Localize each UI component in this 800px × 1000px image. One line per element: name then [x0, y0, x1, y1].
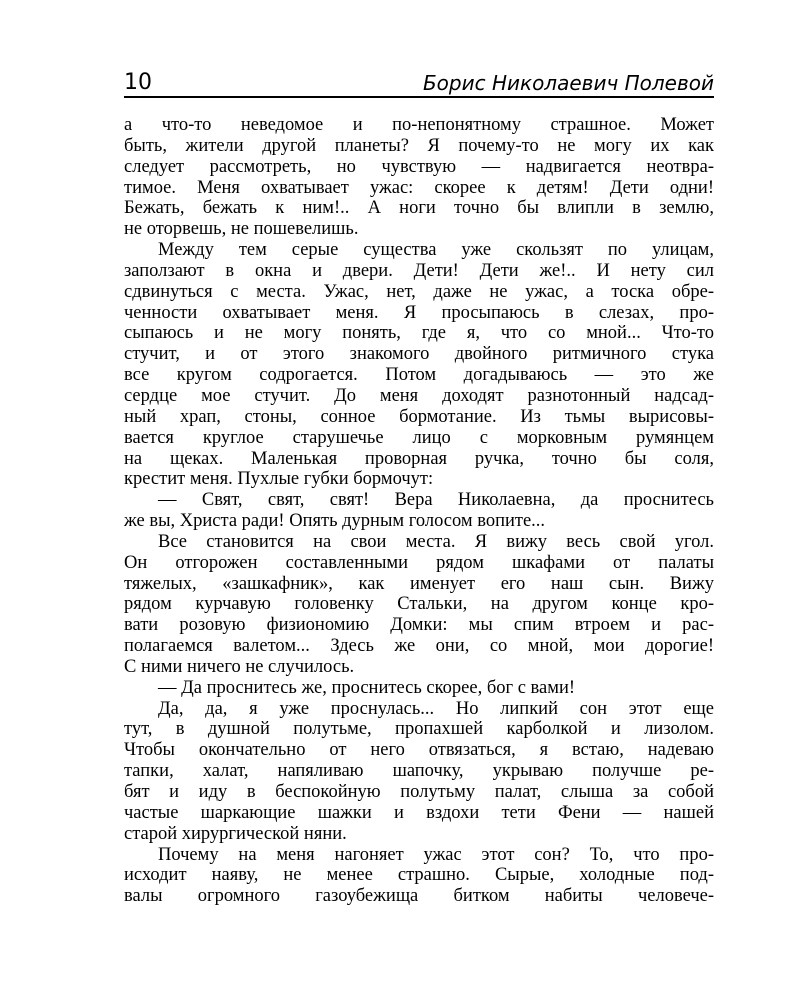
text-line: же вы, Христа ради! Опять дурным голосом вопите... — [124, 511, 546, 532]
text-line: не оторвешь, не пошевелишь. — [124, 219, 359, 240]
text-line: Он отгорожен составленными рядом шкафами от палаты — [124, 552, 714, 573]
text-line: ный храп, стоны, сонное бормотание. Из тьмы вырисовы- — [124, 406, 714, 427]
text-line: рядом курчавую головенку Стальки, на другом конце кро- — [124, 594, 714, 615]
text-line: — Свят, свят, свят! Вера Николаевна, да проснитесь — [158, 490, 714, 511]
text-line: тимое. Меня охватывает ужас: скорее к детям! Дети одни! — [124, 177, 714, 198]
text-line: сердце мое стучит. До меня доходят разнотонный надсад- — [124, 385, 714, 406]
text-line: Да, да, я уже проснулась... Но липкий сон этот еще — [158, 698, 714, 719]
text-line: сыпаюсь и не могу понять, где я, что со мной... Что-то — [124, 323, 714, 344]
text-line: Все становится на свои места. Я вижу весь свой угол. — [158, 531, 714, 552]
text-line: а что-то неведомое и по-непонятному страшное. Может — [124, 115, 714, 135]
text-line: старой хирургической няни. — [124, 823, 347, 844]
text-line: сдвинуться с места. Ужас, нет, даже не ужас, а тоска обре- — [124, 281, 714, 302]
text-line: Бежать, бежать к ним!.. А ноги точно бы влипли в землю, — [124, 198, 714, 219]
text-line: исходит наяву, не менее страшно. Сырые, холодные под- — [124, 865, 714, 886]
text-line: тут, в душной полутьме, пропахшей карболкой и лизолом. — [124, 719, 714, 740]
text-line: вати розовую физиономию Домки: мы спим втроем и рас- — [124, 615, 714, 636]
text-line: тяжелых, «зашкафник», как именует его наш сын. Вижу — [124, 573, 714, 594]
text-line: все кругом содрогается. Потом догадываюсь — это же — [124, 365, 714, 386]
text-line: бят и иду в беспокойную полутьму палат, слыша за собой — [124, 782, 714, 802]
text-line: заползают в окна и двери. Дети! Дети же!.. И нету сил — [124, 260, 714, 281]
text-line: тапки, халат, напяливаю шапочку, укрываю получше ре- — [124, 761, 714, 782]
text-line: следует рассмотреть, но чувствую — надвигается неотвра- — [124, 156, 714, 177]
page-number: 10 — [124, 70, 152, 95]
text-line: Почему на меня нагоняет ужас этот сон? То, что про- — [158, 844, 714, 865]
body-text — [124, 115, 714, 907]
text-line: стучит, и от этого знакомого двойного ритмичного стука — [124, 344, 714, 365]
text-line: полагаемся валетом... Здесь же они, со мной, мои дорогие! — [124, 636, 714, 657]
text-line: С ними ничего не случилось. — [124, 656, 355, 677]
text-line: частые шаркающие шажки и вздохи тети Фени — нашей — [124, 802, 714, 823]
text-line: Чтобы окончательно от него отвязаться, я встаю, надеваю — [124, 740, 714, 761]
text-line: валы огромного газоубежища битком набиты человече- — [124, 886, 714, 907]
text-line: на щеках. Маленькая проворная ручка, точно бы соля, — [124, 448, 714, 469]
running-head-author: Борис Николаевич Полевой — [422, 71, 714, 95]
text-line: — Да проснитесь же, проснитесь скорее, бог с вами! — [158, 677, 575, 698]
text-line: быть, жители другой планеты? Я почему-то не могу их как — [124, 135, 714, 156]
text-line: вается круглое старушечье лицо с морковным румянцем — [124, 427, 714, 448]
text-line: Между тем серые существа уже скользят по улицам, — [158, 240, 714, 261]
text-line: ченности охватывает меня. Я просыпаюсь в слезах, про- — [124, 302, 714, 323]
page-header — [124, 70, 714, 98]
text-line: крестит меня. Пухлые губки бормочут: — [124, 469, 434, 490]
